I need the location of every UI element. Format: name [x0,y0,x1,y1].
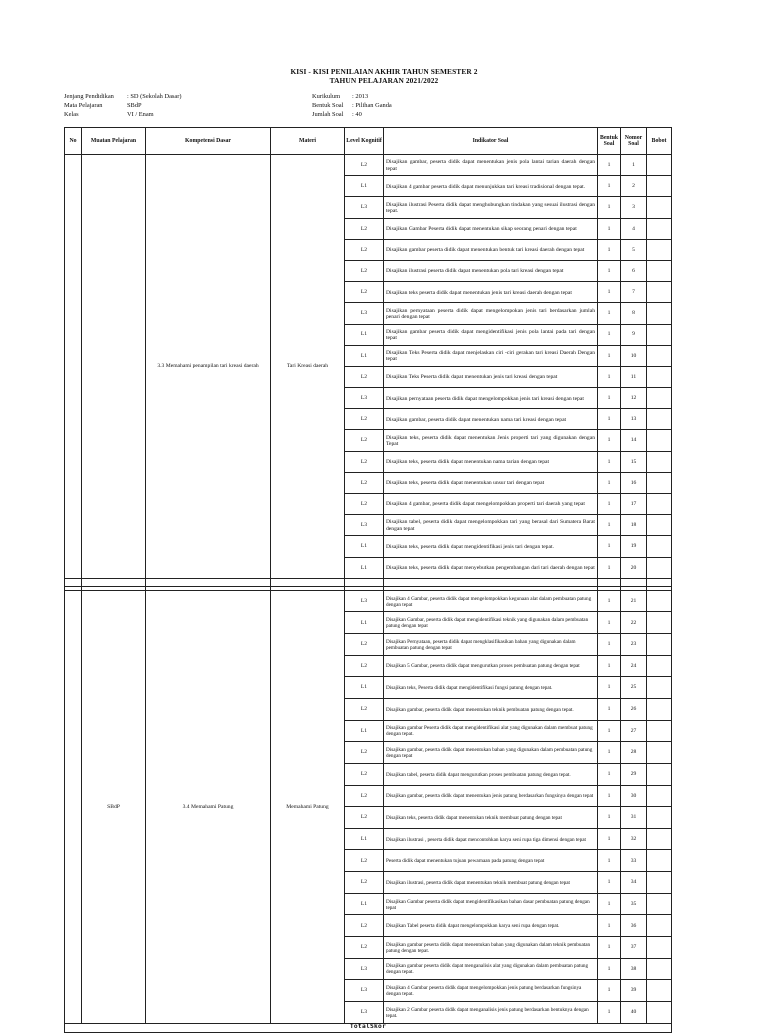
cell-nomor: 14 [621,430,647,451]
cell-nomor: 28 [621,742,647,764]
cell-indikator: Disajikan teks, peserta didik dapat menentukan unsur tari dengan tepat [384,472,598,493]
table-row [65,590,672,612]
meta-label: Jumlah Soal [312,111,344,118]
cell-indikator: Disajikan Pernyataan, peserta didik dapat mengklasifikasikan bahan yang digunakan dalam pembuatan patung dengan tepat [384,634,598,656]
cell-level: L1 [345,345,384,366]
cell-level: L2 [345,430,384,451]
cell-bobot [647,472,672,493]
cell-nomor: 31 [621,807,647,829]
cell-indikator: Disajikan 2 Gambar peserta didik dapat menganalisis jenis patung berdasarkan bentuknya dengan tepat. [384,1001,598,1023]
meta-value: VI / Enam [127,111,154,118]
header-level: Level Kognitif [345,128,384,155]
empty-cell [271,578,345,586]
cell-level: L3 [345,980,384,1002]
cell-level: L2 [345,742,384,764]
meta-right [312,92,392,119]
total-skor-label: TotalSkor [65,1023,672,1032]
document-subtitle: TAHUN PELAJARAN 2021/2022 [329,76,439,85]
cell-indikator: Disajikan Gambar Peserta didik dapat menentukan sikap seorang penari dengan tepat [384,218,598,239]
cell-bentuk: 1 [598,218,621,239]
cell-bentuk: 1 [598,655,621,677]
empty-cell [345,578,384,586]
cell-nomor: 1 [621,155,647,176]
meta-label: Jenjang Pendidikan [64,93,114,100]
cell-level: L2 [345,634,384,656]
cell-indikator: Disajikan teks, peserta didik dapat mengidentifikasi jenis tari dengan tepat. [384,536,598,557]
cell-bobot [647,698,672,720]
cell-nomor: 27 [621,720,647,742]
cell-bentuk: 1 [598,1001,621,1023]
cell-nomor: 9 [621,324,647,345]
cell-bobot [647,958,672,980]
meta-label: Kelas [64,111,79,118]
cell-bentuk: 1 [598,494,621,515]
cell-bobot [647,850,672,872]
cell-nomor: 23 [621,634,647,656]
cell-level: L1 [345,828,384,850]
meta-label: Mata Pelajaran [64,102,103,109]
cell-bobot [647,451,672,472]
table-row [65,155,672,176]
cell-bobot [647,634,672,656]
cell-nomor: 13 [621,409,647,430]
cell-level: L2 [345,409,384,430]
cell-indikator: Disajikan ilustrasi, peserta didik dapat menentukan teknik membuat patung dengan tepat [384,872,598,894]
cell-nomor: 11 [621,366,647,387]
cell-level: L2 [345,850,384,872]
cell-indikator: Disajikan gambar peserta didik dapat menentukan bentuk tari kreasi daerah dengan tepat [384,239,598,260]
meta-value: : SD (Sekolah Dasar) [127,93,182,100]
empty-cell [647,578,672,586]
cell-bentuk: 1 [598,324,621,345]
cell-indikator: Disajikan gambar, peserta didik dapat menentukan jenis patung berdasarkan fungsinya dengan tepat [384,785,598,807]
cell-nomor: 16 [621,472,647,493]
header-bentuk: Bentuk Soal [598,128,621,155]
cell-bentuk: 1 [598,409,621,430]
cell-bobot [647,980,672,1002]
cell-level: L2 [345,872,384,894]
cell-bentuk: 1 [598,536,621,557]
cell-no [65,155,82,579]
cell-bobot [647,742,672,764]
cell-bentuk: 1 [598,197,621,218]
cell-bobot [647,176,672,197]
meta-label: Kurikulum [312,93,341,100]
cell-nomor: 12 [621,388,647,409]
cell-bentuk: 1 [598,557,621,578]
empty-cell [146,578,271,586]
cell-bentuk: 1 [598,698,621,720]
cell-level: L2 [345,937,384,959]
cell-bobot [647,872,672,894]
cell-bentuk: 1 [598,590,621,612]
cell-indikator: Disajikan gambar, peserta didik dapat menentukan bahan yang digunakan dalam pembuatan patung dengan tepat [384,742,598,764]
cell-level: L2 [345,472,384,493]
cell-indikator: Disajikan teks peserta didik dapat menentukan jenis tari kreasi daerah dengan tepat [384,282,598,303]
cell-indikator: Disajikan teks, peserta didik dapat menentukan Jenis properti tari yang digunakan dengan Tepat [384,430,598,451]
cell-nomor: 3 [621,197,647,218]
cell-indikator: Disajikan pernyataan peserta didik dapat mengelompokan jenis tari berdasarkan jumlah penari dengan tepat [384,303,598,324]
meta-row [64,110,182,119]
cell-level: L2 [345,155,384,176]
cell-bobot [647,612,672,634]
cell-level: L3 [345,515,384,536]
cell-bentuk: 1 [598,937,621,959]
cell-bobot [647,536,672,557]
cell-indikator: Disajikan gambar peserta didik dapat menganalisis alat yang digunakan dalam pembuatan patung dengan tepat. [384,958,598,980]
cell-muatan: SBdP [82,590,146,1023]
cell-level: L3 [345,197,384,218]
cell-indikator: Disajikan Gambar, peserta didik dapat mengidentifikasi teknik yang digunakan dalam pembuatan patung dengan tepat [384,612,598,634]
cell-level: L2 [345,785,384,807]
cell-nomor: 38 [621,958,647,980]
cell-indikator: Disajikan gambar, peserta didik dapat menentukan nama tari kreasi dengan tepat [384,409,598,430]
cell-nomor: 30 [621,785,647,807]
cell-indikator: Disajikan Teks Peserta didik dapat menentukan jenis tari kreasi dengan tepat [384,366,598,387]
cell-bentuk: 1 [598,155,621,176]
cell-nomor: 26 [621,698,647,720]
cell-indikator: Disajikan teks, peserta didik dapat menyebutkan pengembangan dari tari daerah dengan tepat [384,557,598,578]
cell-bobot [647,409,672,430]
cell-indikator: Disajikan teks, peserta didik dapat menentukan nama tarian dengan tepat [384,451,598,472]
cell-level: L2 [345,282,384,303]
cell-bentuk: 1 [598,176,621,197]
cell-bentuk: 1 [598,742,621,764]
cell-bentuk: 1 [598,807,621,829]
cell-bentuk: 1 [598,763,621,785]
cell-level: L1 [345,324,384,345]
cell-bentuk: 1 [598,893,621,915]
cell-nomor: 34 [621,872,647,894]
cell-indikator: Disajikan 4 Gambar, peserta didik dapat mengelompokkan kegunaan alat dalam pembuatan patung dengan tepat [384,590,598,612]
table-header-row [65,128,672,155]
cell-indikator: Disajikan teks, Peserta didik dapat mengidentifikasi fungsi patung dengan tepat. [384,677,598,699]
cell-level: L2 [345,451,384,472]
meta-left [64,92,182,119]
cell-bobot [647,155,672,176]
cell-bobot [647,557,672,578]
cell-bentuk: 1 [598,915,621,937]
cell-level: L1 [345,176,384,197]
cell-nomor: 2 [621,176,647,197]
cell-indikator: Disajikan gambar, peserta didik dapat menentukan teknik pembuatan patung dengan tepat. [384,698,598,720]
cell-bentuk: 1 [598,980,621,1002]
cell-level: L2 [345,218,384,239]
document-title: KISI - KISI PENILAIAN AKHIR TAHUN SEMESTER 2 [290,67,478,76]
cell-bentuk: 1 [598,872,621,894]
cell-nomor: 20 [621,557,647,578]
cell-bobot [647,260,672,281]
cell-bentuk: 1 [598,634,621,656]
cell-nomor: 7 [621,282,647,303]
cell-bobot [647,655,672,677]
cell-indikator: Disajikan Gambar peserta didik dapat mengidentifikasikan bahan dasar pembuatan patung dengan tepat [384,893,598,915]
cell-kompetensi-dasar: 3.4 Memahami Patung [146,590,271,1023]
cell-bobot [647,893,672,915]
cell-nomor: 15 [621,451,647,472]
cell-indikator: Disajikan gambar peserta didik dapat menentukan bahan yang digunakan dalam teknik pembuatan patung dengan tepat. [384,937,598,959]
cell-level: L1 [345,720,384,742]
meta-value: SBdP [127,102,142,109]
cell-level: L2 [345,698,384,720]
cell-level: L3 [345,388,384,409]
cell-level: L2 [345,655,384,677]
cell-bentuk: 1 [598,239,621,260]
cell-nomor: 10 [621,345,647,366]
cell-level: L2 [345,494,384,515]
header-materi: Materi [271,128,345,155]
cell-level: L1 [345,557,384,578]
cell-indikator: Disajikan Teks Peserta didik dapat menjelaskan ciri -ciri gerakan tari kreasi Daerah Dengan tepat [384,345,598,366]
cell-indikator: Disajikan 4 Gambar peserta didik dapat mengelompokkan jenis patung berdasarkan fungsinya dengan tepat. [384,980,598,1002]
cell-bentuk: 1 [598,472,621,493]
cell-bobot [647,1001,672,1023]
cell-level: L3 [345,1001,384,1023]
meta-row [64,92,182,101]
meta-row [64,101,182,110]
cell-bentuk: 1 [598,828,621,850]
cell-bentuk: 1 [598,345,621,366]
cell-level: L2 [345,763,384,785]
empty-cell [65,578,82,586]
cell-bentuk: 1 [598,260,621,281]
cell-nomor: 17 [621,494,647,515]
meta-row [312,101,392,110]
cell-bentuk: 1 [598,388,621,409]
cell-bobot [647,915,672,937]
cell-nomor: 32 [621,828,647,850]
cell-indikator: Peserta didik dapat menentukan tujuan pewarnaan pada patung dengan tepat [384,850,598,872]
cell-nomor: 24 [621,655,647,677]
cell-level: L1 [345,677,384,699]
cell-indikator: Disajikan tabel, peserta didik dapat mengurutkan proses pembuatan patung dengan tepat. [384,763,598,785]
empty-cell [82,578,146,586]
cell-nomor: 5 [621,239,647,260]
cell-nomor: 4 [621,218,647,239]
cell-muatan [82,155,146,579]
meta-value: : 2013 [352,93,369,100]
cell-nomor: 36 [621,915,647,937]
cell-nomor: 19 [621,536,647,557]
cell-bobot [647,807,672,829]
cell-level: L3 [345,303,384,324]
cell-bentuk: 1 [598,612,621,634]
cell-bobot [647,677,672,699]
cell-bentuk: 1 [598,850,621,872]
cell-indikator: Disajikan ilustrasi peserta didik dapat menentukan pola tari kreasi dengan tepat [384,260,598,281]
cell-nomor: 18 [621,515,647,536]
cell-indikator: Disajikan tabel, peserta didik dapat mengelompokkan tari yang berasal dari Sumatera Barat dengan tepat [384,515,598,536]
cell-indikator: Disajikan gambar peserta didik dapat mengidentifikasi jenis pola lantai pada tari dengan tepat [384,324,598,345]
cell-indikator: Disajikan gambar Peserta didik dapat mengidentifikasi alat yang digunakan dalam membuat patung dengan tepat. [384,720,598,742]
cell-bentuk: 1 [598,515,621,536]
cell-level: L2 [345,915,384,937]
cell-nomor: 39 [621,980,647,1002]
meta-label: Bentuk Soal [312,102,344,109]
cell-indikator: Disajikan Tabel peserta didik dapat mengelompokkan karya seni rupa dengan tepat. [384,915,598,937]
empty-cell [621,578,647,586]
cell-bobot [647,303,672,324]
cell-indikator: Disajikan 4 gambar peserta didik dapat menunjukkan tari kreasi tradisional dengan tepat. [384,176,598,197]
cell-nomor: 22 [621,612,647,634]
header-indikator: Indikator Soal [384,128,598,155]
cell-level: L3 [345,958,384,980]
cell-level: L1 [345,893,384,915]
empty-cell [598,578,621,586]
cell-bentuk: 1 [598,958,621,980]
kisi-kisi-table [64,127,672,1033]
cell-nomor: 21 [621,590,647,612]
cell-indikator: Disajikan 4 gambar, peserta didik dapat mengelompokkan properti tari daerah yang tepat [384,494,598,515]
cell-bobot [647,785,672,807]
cell-bobot [647,828,672,850]
cell-indikator: Disajikan pernyataan peserta didik dapat mengelompokkan jenis tari kreasi dengan tepat [384,388,598,409]
cell-bobot [647,430,672,451]
cell-indikator: Disajikan gambar, peserta didik dapat menentukan jenis pola lantai tarian daerah dengan tepat [384,155,598,176]
cell-bentuk: 1 [598,303,621,324]
header-bobot: Bobot [647,128,672,155]
cell-indikator: Disajikan 5 Gambar, peserta didik dapat mengurutkan proses pembuatan patung dengan tepat [384,655,598,677]
cell-level: L2 [345,807,384,829]
cell-bobot [647,345,672,366]
cell-nomor: 35 [621,893,647,915]
cell-level: L2 [345,366,384,387]
cell-kompetensi-dasar: 3.3 Memahami penampilan tari kreasi daerah [146,155,271,579]
header-nomor: Nomor Soal [621,128,647,155]
header-kompetensi-dasar: Kompetensi Dasar [146,128,271,155]
cell-indikator: Disajikan ilustrasi Peserta didik dapat menghubungkan tindakan yang sesuai ilustrasi dengan tepat. [384,197,598,218]
cell-level: L2 [345,239,384,260]
meta-value: : Pilihan Ganda [352,102,392,109]
cell-indikator: Disajikan teks, peserta didik dapat menentukan teknik membuat patung dengan tepat [384,807,598,829]
cell-bobot [647,239,672,260]
cell-bobot [647,197,672,218]
cell-indikator: Disajikan ilustrasi , peserta didik dapat mencontohkan karya seni rupa tiga dimensi dengan tepat [384,828,598,850]
cell-bobot [647,388,672,409]
cell-bobot [647,763,672,785]
cell-materi: Memahami Patung [271,590,345,1023]
cell-bobot [647,590,672,612]
cell-bobot [647,515,672,536]
cell-level: L2 [345,260,384,281]
meta-row [312,110,392,119]
cell-bentuk: 1 [598,366,621,387]
meta-row [312,92,392,101]
cell-bentuk: 1 [598,785,621,807]
cell-bobot [647,937,672,959]
cell-bobot [647,324,672,345]
cell-nomor: 6 [621,260,647,281]
cell-bobot [647,282,672,303]
total-row [65,1023,672,1032]
separator-row [65,578,672,586]
cell-bobot [647,494,672,515]
cell-bentuk: 1 [598,451,621,472]
cell-level: L3 [345,590,384,612]
cell-nomor: 25 [621,677,647,699]
cell-nomor: 29 [621,763,647,785]
cell-nomor: 40 [621,1001,647,1023]
cell-bentuk: 1 [598,720,621,742]
header-muatan: Muatan Pelajaran [82,128,146,155]
cell-nomor: 37 [621,937,647,959]
empty-cell [384,578,598,586]
cell-bobot [647,366,672,387]
header-no: No [65,128,82,155]
meta-value: : 40 [352,111,362,118]
cell-level: L1 [345,536,384,557]
cell-bentuk: 1 [598,677,621,699]
cell-nomor: 8 [621,303,647,324]
cell-level: L1 [345,612,384,634]
cell-bentuk: 1 [598,282,621,303]
cell-nomor: 33 [621,850,647,872]
cell-bobot [647,218,672,239]
cell-materi: Tari Kreasi daerah [271,155,345,579]
cell-no [65,590,82,1023]
cell-bentuk: 1 [598,430,621,451]
cell-bobot [647,720,672,742]
